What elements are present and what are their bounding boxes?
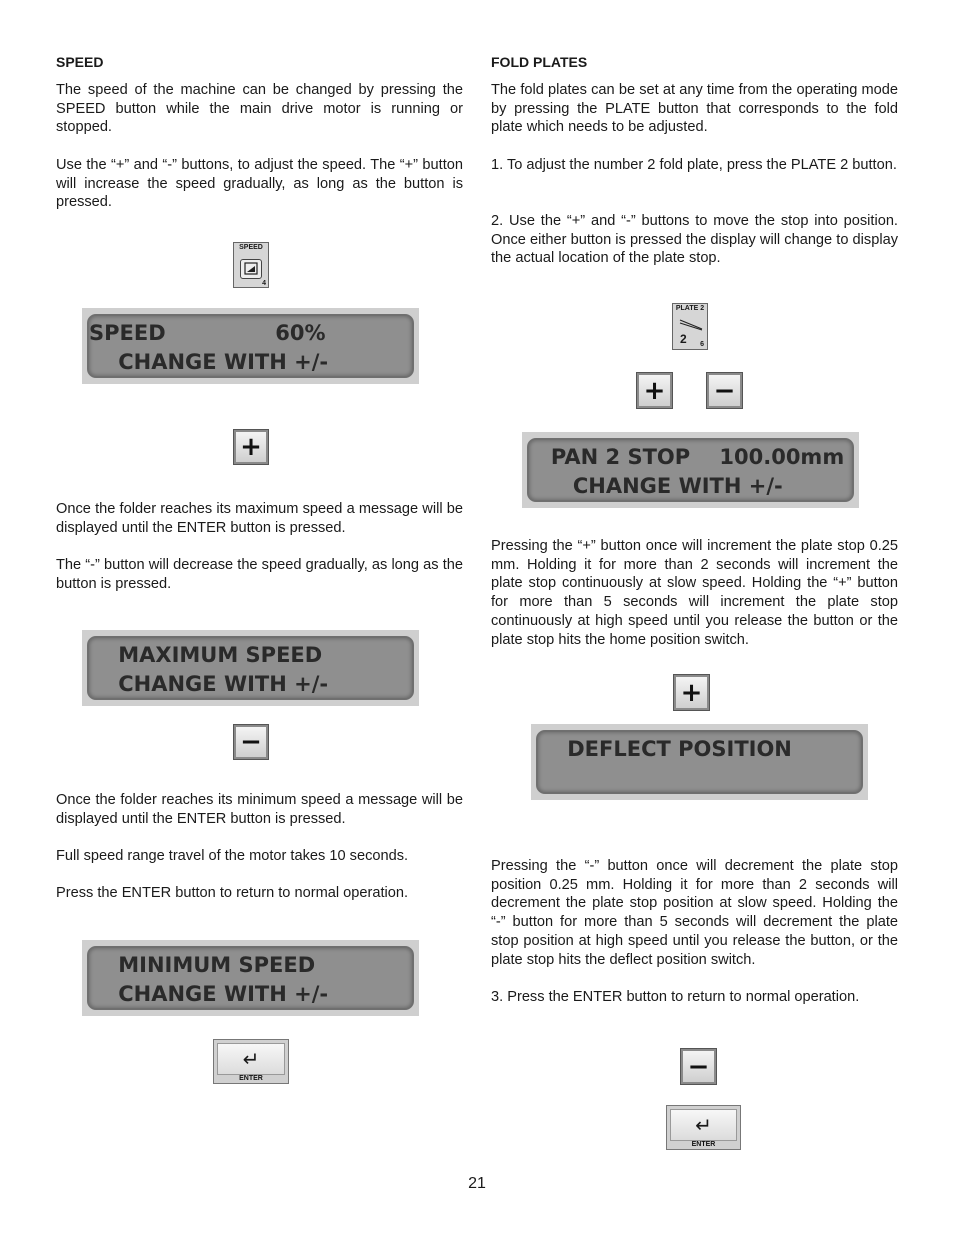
speed-button [233,242,269,288]
lcd-line-2: CHANGE WITH +/- [89,672,329,696]
lcd-line-2: CHANGE WITH +/- [89,982,329,1006]
enter-arrow-icon: ↵ [670,1109,737,1141]
lcd-line-1: DEFLECT POSITION [538,737,792,761]
plate-button-sub: 6 [700,341,704,348]
lcd-display-maximum-speed [82,630,419,706]
paragraph: The fold plates can be set at any time from the operating mode by pressing the PLATE button that corresponds to the fold plate which needs to be adjusted. [491,82,898,136]
paragraph: Once the folder reaches its maximum speed a message will be displayed until the ENTER button is pressed. [56,501,463,536]
plus-icon: + [643,375,666,406]
page-number: 21 [468,1175,486,1192]
plus-button [637,373,672,408]
lcd-line-1: PAN 2 STOP 100.00mm [529,445,845,469]
paragraph: 3. Press the ENTER button to return to normal operation. [491,989,860,1005]
enter-button [213,1039,289,1084]
lcd-line-1: MAXIMUM SPEED [89,643,323,667]
plus-button [674,675,709,710]
plate-button-caption: PLATE 2 [675,305,705,312]
paragraph: Pressing the “-” button once will decrement the plate stop position 0.25 mm. Holding it for more than 2 seconds will decrement the plate stop position at slow speed. Holding the “-” button for more than 5 seconds will decrement the plate stop position at high speed until you release the button, or the plate stop hits the deflect position switch. [491,858,898,968]
paragraph: Pressing the “+” button once will increment the plate stop 0.25 mm. Holding it for more than 2 seconds will increment the plate stop continuously at slow speed. Holding the “+” button for more than 5 seconds will increment the plate stop continuously at high speed until you release the button or the plate stop hits the home position switch. [491,538,898,648]
minus-icon: − [687,1051,710,1082]
plate-2-button [672,303,708,350]
minus-button [681,1049,716,1084]
plus-icon: + [680,677,703,708]
paragraph: 1. To adjust the number 2 fold plate, press the PLATE 2 button. [491,157,897,173]
plate-button-number: 2 [680,332,687,346]
lcd-line-2: CHANGE WITH +/- [89,350,329,374]
enter-button [666,1105,741,1150]
paragraph: Full speed range travel of the motor takes 10 seconds. [56,848,409,864]
lcd-display-speed [82,308,419,384]
fold-plate-icon [678,317,704,331]
paragraph: The speed of the machine can be changed by pressing the SPEED button while the main drive motor is running or stopped. [56,82,463,136]
speed-button-number: 4 [262,280,266,287]
paragraph: The “-” button will decrease the speed gradually, as long as the button is pressed. [56,557,463,592]
enter-caption: ENTER [239,1075,263,1082]
lcd-display-pan-stop [522,432,859,508]
speed-button-caption: SPEED [239,244,263,251]
minus-button [707,373,742,408]
paragraph: Use the “+” and “-” buttons, to adjust the speed. The “+” button will increase the speed gradually, as long as the button is pressed. [56,157,463,211]
section-heading-speed: SPEED [56,54,104,70]
paragraph: Once the folder reaches its minimum speed a message will be displayed until the ENTER button is pressed. [56,792,463,827]
paragraph: Press the ENTER button to return to normal operation. [56,885,409,901]
plus-icon: + [240,432,262,462]
lcd-line-2: CHANGE WITH +/- [529,474,783,498]
section-heading-fold-plates: FOLD PLATES [491,54,588,70]
paragraph: 2. Use the “+” and “-” buttons to move the stop into position. Once either button is pressed the display will change to display the actual location of the plate stop. [491,213,898,267]
lcd-display-minimum-speed [82,940,419,1016]
enter-arrow-icon: ↵ [217,1043,285,1075]
motor-icon [240,259,262,279]
enter-caption: ENTER [691,1141,716,1148]
lcd-display-deflect-position [531,724,868,800]
lcd-line-1: MINIMUM SPEED [89,953,316,977]
minus-button [234,725,268,759]
plus-button [234,430,268,464]
lcd-line-1: SPEED 60% [89,321,326,345]
minus-icon: − [713,375,736,406]
minus-icon: − [240,727,262,757]
